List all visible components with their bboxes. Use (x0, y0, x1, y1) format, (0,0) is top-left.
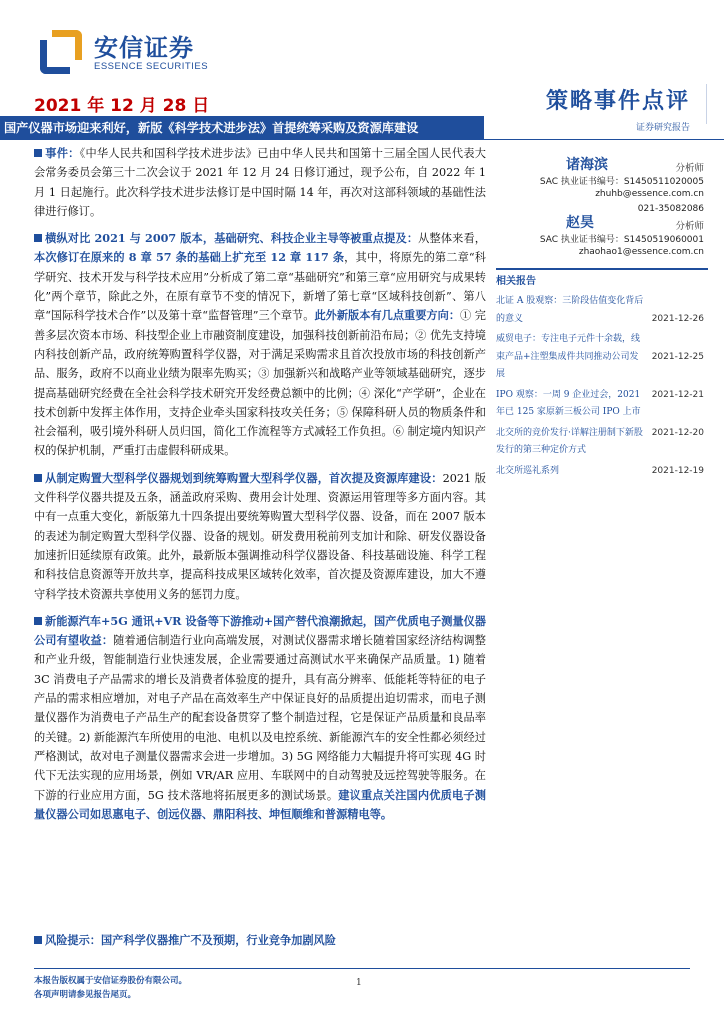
report-date: 2021 年 12 月 28 日 (34, 96, 210, 116)
paragraph-lead: 从制定购置大型科学仪器规划到统筹购置大型科学仪器，首次提及资源库建设： (45, 470, 443, 485)
report-subtitle: 证券研究报告 (635, 123, 690, 133)
paragraph-text: 从整体来看， (418, 232, 486, 246)
footer-disclaimer (34, 974, 187, 1002)
page-number: 1 (356, 978, 362, 988)
footer-notice: 各项声明请参见报告尾页。 (34, 990, 137, 1000)
bullet-square-icon (34, 234, 42, 242)
bullet-square-icon (34, 617, 42, 625)
headline-rule (484, 139, 724, 140)
sidebar (496, 154, 708, 480)
related-report-title[interactable]: 北交所的竞价发行·详解注册制下新股发行的第三种定价方式 (496, 427, 643, 455)
related-report-date: 2021-12-20 (651, 428, 704, 438)
related-report-item[interactable] (496, 387, 708, 422)
related-report-date: 2021-12-25 (651, 352, 704, 362)
paragraph-text: ，其中，将原先的第二章“科学研究、技术开发与科学技术应用”分析成了第二章“基础研究”和第三章“应用研究与成果转化”两个章节，除此之外，在原有章节不变的情况下，新增了第七章“区域科技创新”、第八章“国际科学技术合作”以及第十章“监督管理”三个章节。 (34, 251, 486, 323)
related-report-date: 2021-12-19 (651, 465, 704, 476)
paragraph-text: 《中华人民共和国科学技术进步法》已由中华人民共和国第十三届全国人民代表大会常务委员会第三十二次会议于 2021 年 12 月 24 日修订通过，现予公布，自 2022 年 1 月 1 日起施行。此次科学技术进步法修订是中国时隔 14 年，再次对这部科领域的基础性法律进行修订。 (34, 147, 486, 218)
analyst-cert: SAC 执业证书编号：S1450519060001 (539, 235, 704, 245)
risk-text: 风险提示：国产科学仪器推广不及预期，行业竞争加剧风险 (45, 933, 336, 947)
brand-name: 安信证券 (94, 33, 194, 62)
analyst-name: 诸海滨 (566, 157, 608, 173)
related-report-item[interactable] (496, 425, 708, 460)
paragraph-highlight: 此外新版本有几点重要方向： (314, 308, 461, 323)
related-report-item[interactable] (496, 331, 708, 384)
logo-mark-icon (40, 30, 86, 76)
related-reports-title: 相关报告 (496, 268, 708, 287)
header-decoration (706, 84, 724, 124)
related-report-item[interactable] (496, 293, 708, 328)
analyst-card (496, 212, 708, 260)
paragraph-text: 2021 版文件科学仪器共提及五条，涵盖政府采购、费用会计处理、资源运用管理等多方面内容。其中有一点重大变化，新版第九十四条提出要统筹购置大型科学仪器、设备，而在 2007 版本的表述为制定购置大型科学仪器、设备的规划。研发费用税前列支加计和除、研发仪器设备加速折旧延续原有政策。此外，最新版本强调推动科学仪器设备、科技基础设施、科学工程和科技信息资源等开放共享，提高科技成果区域转化效率，首次提及资源库建设，加大不遵守科学技术资源共享使用义务的惩罚力度。 (34, 471, 486, 601)
main-body (34, 144, 486, 832)
related-report-title[interactable]: 北证 A 股观察：三阶段估值变化背后的意义 (496, 296, 644, 324)
footer-rule (34, 968, 690, 969)
headline-banner: 国产仪器市场迎来利好，新版《科学技术进步法》首提统筹采购及资源库建设 (0, 116, 484, 140)
analyst-role: 分析师 (675, 221, 704, 232)
related-report-title[interactable]: IPO 观察：一周 9 企业过会，2021 年已 125 家原新三板公司 IPO 上市 (496, 389, 641, 417)
paragraph-lead: 新能源汽车+5G 通讯+VR 设备等下游推动+国产替代浪潮掀起，国产优质电子测量仪器公司有望收益： (34, 613, 486, 648)
paragraph-lead: 事件： (45, 146, 80, 160)
related-report-date: 2021-12-21 (651, 390, 704, 400)
related-reports-list (496, 293, 708, 480)
analyst-name: 赵昊 (566, 215, 594, 231)
related-report-title[interactable]: 北交所巡礼系列 (496, 465, 560, 476)
report-type: 策略事件点评 (545, 89, 690, 114)
related-report-date: 2021-12-26 (651, 313, 704, 324)
bullet-square-icon (34, 149, 42, 157)
brand-name-en: ESSENCE SECURITIES (94, 60, 209, 72)
related-report-item[interactable] (496, 463, 708, 481)
analyst-cert: SAC 执业证书编号：S1450511020005 (539, 177, 704, 187)
bullet-square-icon (34, 936, 42, 944)
related-report-title[interactable]: 威贸电子：专注电子元件十余载，线束产品+注塑集成件共同推动公司发展 (496, 334, 641, 379)
paragraph-highlight: 建议重点关注国内优质电子测量仪器公司如思惠电子、创远仪器、鼎阳科技、坤恒顺维和普源精电等。 (34, 787, 486, 821)
analyst-phone: 021-35082086 (637, 204, 704, 214)
paragraph-downstream (34, 612, 486, 824)
paragraph-event (34, 144, 486, 221)
footer-copyright: 本报告版权属于安信证券股份有限公司。 (34, 976, 188, 986)
paragraph-text: 随着通信制造行业向高端发展，对测试仪器需求增长随着国家经济结构调整和产业升级，智能制造行业快速发展，企业需要通过高测试水平来确保产品质量。1) 随着 3C 消费电子产品需求的增长及消费者体验度的提升，具有高分辨率、低能耗等特征的电子产品的需求相应增加，对电子产品在高效率生产中保证良好的品质提出迫切需求，而电子测量仪器作为消费电子产品生产的配套设备贯穿了整个制造过程，它是保证产品质量和良品率的关键。2) 新能源汽车所使用的电池、电机以及电控系统、新能源汽车的安全性都必须经过严格测试，故对电子测量仪器需求会进一步增加。3) 5G 网络能力大幅提升将可实现 4G 时代下无法实现的应用场景，例如 VR/AR 应用、车联网中的自动驾驶及远控驾驶等服务。在下游的行业应用方面，5G 技术落地将拓展更多的测试场景。 (34, 634, 486, 802)
analyst-email[interactable]: zhuhb@essence.com.cn (595, 189, 704, 199)
analyst-email[interactable]: zhaohao1@essence.com.cn (578, 247, 704, 257)
risk-warning (34, 932, 336, 948)
bullet-square-icon (34, 474, 42, 482)
paragraph-text: ① 完善多层次资本市场、科技型企业上市融资制度建设，加强科技创新前沿布局；② 优先支持境内科技创新产品，政府统筹购置科学仪器，对于满足采购需求且首次投放市场的科技创新产品、服务，政府不以商业业绩为限率先购买；③ 加强新兴和战略产业等领域基础研究，逐步提高基础研究经费在全社会科学技术研究开发经费总额中的比例；④ 深化“产学研”，企业在技术创新中发挥主体作用，支持企业牵头国家科技攻关任务；⑤ 保障科研人员的物质条件和社会福利，吸引境外科研人员归国，简化工作流程等方式减轻工作负担。⑥ 制定境内知识产权的保护机制，严重打击虚假科研成果。 (34, 309, 486, 458)
brand-logo (40, 30, 208, 76)
paragraph-highlight: 本次修订在原来的 8 章 57 条的基础上扩充至 12 章 117 条 (34, 250, 345, 265)
analyst-role: 分析师 (675, 163, 704, 174)
paragraph-lead: 横纵对比 2021 与 2007 版本，基础研究、科技企业主导等被重点提及： (45, 231, 419, 246)
paragraph-instruments (34, 469, 486, 604)
paragraph-comparison (34, 229, 486, 461)
